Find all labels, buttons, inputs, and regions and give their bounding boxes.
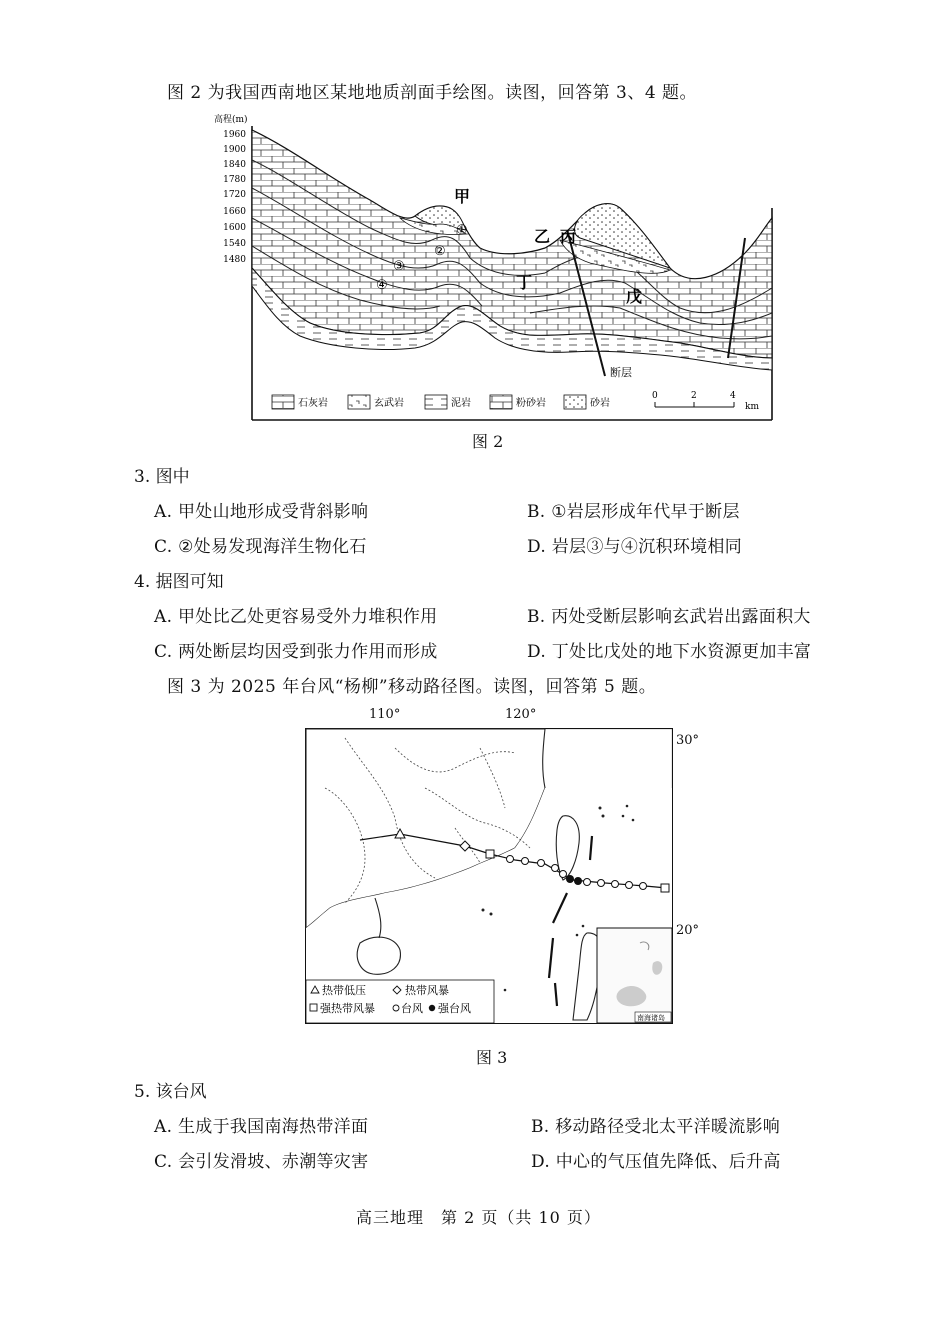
legend-mudstone: 泥岩 bbox=[451, 398, 471, 409]
label-bing: 丙 bbox=[560, 227, 577, 246]
label-fault: 断层 bbox=[610, 366, 632, 379]
track-point-sts bbox=[486, 850, 494, 858]
q5-option-c[interactable]: C. 会引发滑坡、赤潮等灾害 bbox=[154, 1152, 369, 1172]
tick: 1720 bbox=[223, 190, 246, 200]
q3-option-a[interactable]: A. 甲处山地形成受背斜影响 bbox=[154, 502, 369, 522]
figure-2-caption: 图 2 bbox=[472, 432, 504, 451]
q4-option-b[interactable]: B. 丙处受断层影响玄武岩出露面积大 bbox=[527, 607, 811, 627]
q3-option-b[interactable]: B. ①岩层形成年代早于断层 bbox=[527, 502, 740, 522]
question-5-stem: 5. 该台风 bbox=[134, 1082, 207, 1102]
tick: 1600 bbox=[223, 223, 246, 233]
tick: 1780 bbox=[223, 175, 246, 185]
legend-ty: 台风 bbox=[401, 1002, 423, 1015]
figure-2-geologic-profile bbox=[200, 108, 790, 433]
lon-110-label: 110° bbox=[369, 707, 401, 722]
figure-2-legend bbox=[272, 395, 610, 409]
page-footer: 高三地理 第 2 页（共 10 页） bbox=[356, 1208, 601, 1227]
q3-option-d[interactable]: D. 岩层③与④沉积环境相同 bbox=[527, 537, 743, 557]
circle-2: ② bbox=[434, 244, 446, 259]
legend-limestone: 石灰岩 bbox=[298, 398, 328, 409]
inset-label: 南海诸岛 bbox=[637, 1014, 665, 1022]
yaxis-label: 高程(m) bbox=[214, 115, 248, 125]
legend-basalt: 玄武岩 bbox=[374, 398, 404, 409]
legend-sandstone: 砂岩 bbox=[590, 398, 610, 409]
question-4-stem: 4. 据图可知 bbox=[134, 572, 224, 592]
legend-sty: 强台风 bbox=[438, 1002, 471, 1015]
intro-figure-2: 图 2 为我国西南地区某地地质剖面手绘图。读图，回答第 3、4 题。 bbox=[167, 83, 698, 103]
circle-3: ③ bbox=[393, 259, 405, 274]
scale-bar bbox=[652, 391, 759, 412]
scale-2: 2 bbox=[691, 391, 697, 401]
lat-30-label: 30° bbox=[676, 733, 700, 748]
tick: 1660 bbox=[223, 207, 246, 217]
q5-option-a[interactable]: A. 生成于我国南海热带洋面 bbox=[154, 1117, 369, 1137]
q4-option-d[interactable]: D. 丁处比戊处的地下水资源更加丰富 bbox=[527, 642, 812, 662]
scale-0: 0 bbox=[652, 391, 658, 401]
lon-120-label: 120° bbox=[505, 707, 537, 722]
label-jia: 甲 bbox=[454, 187, 471, 206]
inset-south-china-sea bbox=[597, 928, 672, 1023]
q4-option-c[interactable]: C. 两处断层均因受到张力作用而形成 bbox=[154, 642, 438, 662]
scale-4: 4 bbox=[730, 391, 736, 401]
tick: 1960 bbox=[223, 130, 246, 140]
figure-3-legend bbox=[306, 980, 494, 1023]
track-point-sts-start bbox=[661, 884, 669, 892]
circle-4: ④ bbox=[376, 278, 388, 293]
hainan-island bbox=[357, 937, 400, 974]
label-yi: 乙 bbox=[534, 227, 551, 246]
q5-option-d[interactable]: D. 中心的气压值先降低、后升高 bbox=[531, 1152, 781, 1172]
q3-option-c[interactable]: C. ②处易发现海洋生物化石 bbox=[154, 537, 367, 557]
intro-figure-3: 图 3 为 2025 年台风“杨柳”移动路径图。读图，回答第 5 题。 bbox=[167, 677, 657, 697]
tick: 1900 bbox=[223, 145, 246, 155]
q5-option-b[interactable]: B. 移动路径受北太平洋暖流影响 bbox=[531, 1117, 781, 1137]
figure-3-typhoon-map bbox=[305, 728, 673, 1024]
tick: 1840 bbox=[223, 160, 246, 170]
legend-sts: 强热带风暴 bbox=[320, 1002, 375, 1015]
legend-td: 热带低压 bbox=[322, 984, 366, 997]
label-wu: 戊 bbox=[626, 287, 643, 306]
q4-option-a[interactable]: A. 甲处比乙处更容易受外力堆积作用 bbox=[154, 607, 438, 627]
question-3-stem: 3. 图中 bbox=[134, 467, 190, 487]
legend-siltstone: 粉砂岩 bbox=[516, 398, 546, 409]
tick: 1480 bbox=[223, 255, 246, 265]
tick: 1540 bbox=[223, 239, 246, 249]
limestone-strata bbox=[252, 130, 772, 358]
legend-ts: 热带风暴 bbox=[405, 984, 449, 997]
circle-1: ① bbox=[456, 223, 468, 238]
label-ding: 丁 bbox=[516, 273, 533, 292]
elevation-ticks bbox=[223, 130, 246, 265]
scale-unit: km bbox=[745, 402, 759, 412]
lat-20-label: 20° bbox=[676, 923, 700, 938]
figure-3-caption: 图 3 bbox=[476, 1048, 508, 1067]
